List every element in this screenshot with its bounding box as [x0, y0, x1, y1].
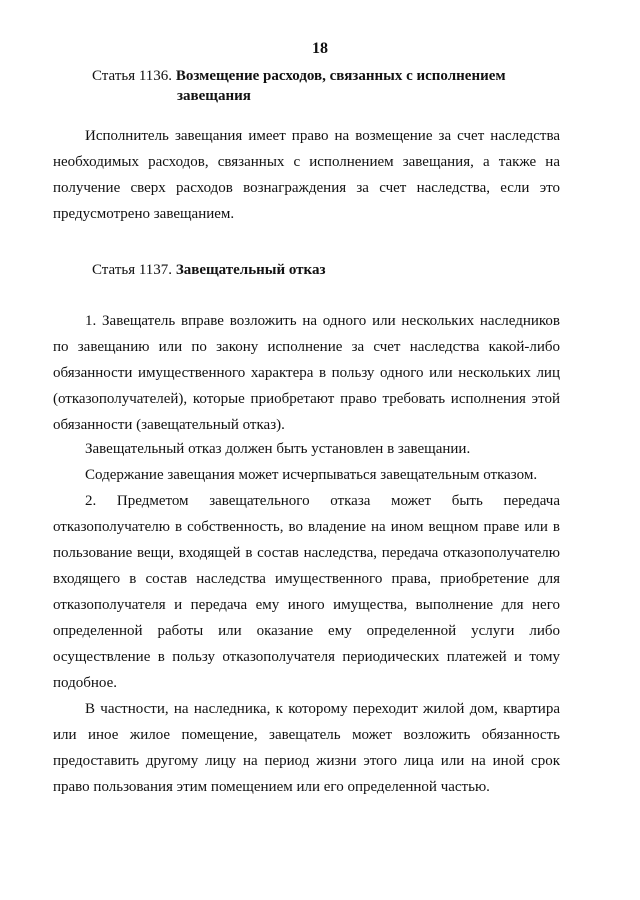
article-1137-paragraph-2: Завещательный отказ должен быть установлен в завещании.: [85, 441, 471, 457]
page-number: 18: [312, 40, 328, 57]
article-1137-paragraph-4: 2. Предметом завещательного отказа может быть передача отказополучателю в собственность, во владение на ином вещном праве или в пользование вещи, входящей в состав наследства, передача отказополучателю входящего в состав наследства имущественного права, приобретение для отказополучателя и передача ему иного имущества, выполнение для него определенной работы или оказание ему определенной услуги либо осуществление в пользу отказополучателя периодических платежей и тому подобное.: [53, 493, 560, 691]
article-1137-paragraph-1: 1. Завещатель вправе возложить на одного или нескольких наследников по завещанию или по закону исполнение за счет наследства какой-либо обязанности имущественного характера в пользу одного или нескольких лиц (отказополучателей), которые приобретают право требовать исполнения этой обязанности (завещательный отказ).: [53, 313, 560, 433]
article-1136-title-line2: завещания: [177, 88, 251, 104]
article-1136-heading: [92, 66, 562, 106]
article-1136-title-line1: Возмещение расходов, связанных с исполнением: [175, 68, 506, 84]
article-1136-paragraph: Исполнитель завещания имеет право на возмещение за счет наследства необходимых расходов, связанных с исполнением завещания, а также на получение сверх расходов вознаграждения за счет наследства, если это предусмотрено завещанием.: [53, 128, 560, 222]
article-1137-paragraph-3: Содержание завещания может исчерпываться завещательным отказом.: [85, 467, 538, 483]
article-1136-prefix: Статья 1136.: [92, 68, 173, 84]
article-1137-title: Завещательный отказ: [175, 262, 326, 278]
article-1137-heading: [92, 260, 562, 280]
article-1137-paragraph-5: В частности, на наследника, к которому переходит жилой дом, квартира или иное жилое помещение, завещатель может возложить обязанность предоставить другому лицу на период жизни этого лица или на иной срок право пользования этим помещением или его определенной частью.: [53, 701, 560, 795]
article-1137-prefix: Статья 1137.: [92, 262, 173, 278]
